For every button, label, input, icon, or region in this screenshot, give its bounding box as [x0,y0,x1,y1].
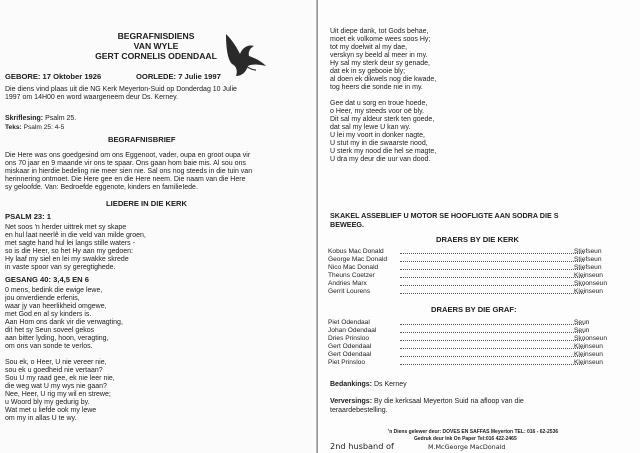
bearer-name: Gerrit Lourens [328,288,371,295]
letter-line: Die Here was ons goedgesind om ons Eggenoot, vader, oupa en groot oupa vir [5,152,251,159]
hymn-line: Dit sal my aldeur sterk ten goede, [330,116,435,123]
bearer-relation: Seun [574,327,590,334]
grave-bearers-list [328,319,640,367]
bearer-relation: Skoonseun [574,335,607,342]
leader-dots [400,356,584,357]
right-page [318,0,640,453]
table-row [328,288,640,296]
bearer-relation: Kleinseun [574,351,603,358]
table-row [328,359,640,367]
headlights-notice-cont: BEWEEG. [330,220,364,229]
hymn-line: Uit diepe dank, tot Gods behae, [330,28,429,35]
hymn-line: al doen ek dikwels nog die kwade, [330,76,437,83]
psalm-line: Net soos 'n herder uittrek met sy skape [5,224,127,231]
hymn-spacer [330,92,436,100]
leader-dots [400,364,584,365]
refresh-value: By die kerksaal Meyerton Suid na afloop van die [373,398,524,405]
leader-dots [400,253,584,254]
hymn-line: tot my doelwit al my dae, [330,44,408,51]
reading-value: Psalm 25. [45,115,77,122]
bearer-relation: Kleinseun [574,272,603,279]
psalm-line: so is die Heer, so het Hy aan my gedoen: [5,248,134,256]
hymn-line: U dra my deur die uur van dood. [330,156,431,163]
gesang-line: dit het sy Seun soveel gekos [5,327,95,334]
bearer-name: Andries Marx [328,280,367,287]
birth-date: GEBORE: 17 Oktober 1926 [5,72,102,81]
psalm-text [5,224,146,273]
sermon-text [5,124,64,132]
psalm-line: Hy laaf my siel en lei my swakke skrede [5,256,129,264]
bearer-relation: Stiefseun [574,264,602,271]
table-row [328,335,640,343]
bearer-relation: Kleinseun [574,359,603,366]
bearer-name: Theuns Coetzer [328,272,375,279]
hymn-line: U sterk my nood die hel se magte, [330,148,437,155]
refreshments [330,398,524,406]
gesang-line: jou onverdiende erfenis, [5,295,80,302]
table-row [328,280,640,288]
table-row [328,343,640,351]
bearer-name: Johan Odendaal [328,327,377,334]
hymn-line: dat ek in sy gebooie bly; [330,68,406,75]
footer-service: 'n Diens gelewer deur: DOVES EN SAFFAS Meyerton TEL: 016 - 62-2536 [388,429,559,435]
table-row [328,264,640,272]
bearer-name: George Mac Donald [328,256,388,263]
table-row [328,256,640,264]
table-row [328,248,640,256]
table-row [328,272,640,280]
leader-dots [400,293,584,294]
refresh-value-cont: teraardebestelling. [330,407,388,414]
psalm-line: met sagte hand hul lei langs stille waters - [5,240,135,248]
hymn-continued [330,28,436,164]
hymn-line: o Heer, my steeds voor oë bly. [330,108,425,115]
songs-heading: LIEDERE IN DIE KERK [106,199,188,208]
table-row [328,319,640,327]
service-intro [5,86,237,102]
gesang-line: Nee, Heer, U rig my wil en strewe; [5,391,111,398]
table-row [328,327,640,335]
hymn-line: Gee dat u sorg en troue hoede, [330,100,428,107]
gesang-line: om ons van sonde te verlos. [5,343,93,350]
gesang-line: Aan Hom ons dank vir die verwagting, [5,319,123,326]
funeral-letter [5,152,252,192]
refresh-label: Verversings: [330,398,373,405]
bearer-name: Dries Prinsloo [328,335,370,342]
gesang-line: sou ek u goedheid nie vertaan? [5,367,103,374]
intro-line: Die diens vind plaas uit die NG Kerk Meyerton-Suid op Donderdag 10 Julie [5,86,237,93]
bearer-name: Piet Prinsloo [328,359,366,366]
gesang-line: waar jy van heerlikheid omgewe, [5,303,107,310]
hymn-line: Hy sal my sterk deur sy genade, [330,60,430,67]
bearer-name: Gert Odendaal [328,351,372,358]
text-value: Psalm 25: 4-5 [23,124,65,131]
church-bearers-heading: DRAERS BY DIE KERK [436,235,519,244]
hymn-line: U lei my voort in donker nagte, [330,132,425,139]
letter-line: sy geloofde. Van: Bedroefde eggenote, kinders en familieIede. [5,184,198,192]
bearer-relation: Kleinseun [574,343,603,350]
psalm-line: en hul laat neerlê in die veld van milde groen, [5,232,146,240]
bearer-relation: Skoonseun [574,280,607,287]
dove-icon [220,30,270,78]
hymn-line: verskyn sy beeld al meer in my. [330,52,428,59]
bearer-relation: Kleinseun [574,288,603,295]
bearer-name: Gert Odendaal [328,343,372,350]
hymn-line: tog heers die sonde nie in my. [330,84,423,91]
bearer-name: Kobus Mac Donald [328,248,384,255]
psalm-line: in vaste spoor van sy geregtighede. [5,264,116,272]
thanks-label: Bedankings: [330,381,373,388]
bearer-relation: Seun [574,319,590,326]
text-label: Teks: [5,124,22,131]
intro-line: 1997 om 14H00 en word waargeneem deur Ds. Kerney. [5,94,179,102]
gesang-line: die weg wat U my wys nie gaan? [5,383,107,390]
thanks [330,381,407,389]
death-date: OORLEDE: 7 Julie 1997 [136,72,221,81]
footer-printer: Gedruk deur Ink On Paper Tel:016 422-2465 [414,436,517,442]
title-line-3: GERT CORNELIS ODENDAAL [95,51,217,61]
letter-line: herinnering ontmoet. Die Here gee en die Here neem. Die naam van die Here [5,176,246,184]
bearer-relation: Stiefseun [574,256,602,263]
letter-line: miskaar in hierdie bedeling nie meer sien nie. Sal ons nog steeds in die tuin van [5,168,253,176]
gesang-line: Sou U my raad gee, ek nie leer nie, [5,375,115,382]
hymn-line: dat sal my lewe U kan wy. [330,124,411,131]
leader-dots [400,348,584,349]
title-line-2: VAN WYLE [133,41,179,51]
gesang-line: Sou ek, o Heer, U nie vereer nie, [5,359,107,366]
letter-heading: BEGRAFNISBRIEF [108,135,176,144]
handwritten-note: 2nd husband of [330,441,394,451]
leader-dots [400,261,584,262]
bearer-relation: Stiefseun [574,248,602,255]
leader-dots [400,324,584,325]
psalm-heading: PSALM 23: 1 [5,212,51,221]
left-page [0,0,318,453]
handwritten-name: M.McGeorge MacDonald [428,443,506,451]
letter-line: ons 70 jaar en 9 maande vir ons te spaar. Ons gaan hom baie mis. Al sou ons [5,160,246,168]
table-row [328,351,640,359]
leader-dots [400,332,584,333]
bearer-name: Nico Mac Donald [328,264,379,271]
title-line-1: BEGRAFNISDIENS [117,31,195,41]
reading-label: Skriflesing: [5,115,44,122]
leader-dots [400,269,584,270]
gesang-line: u Woord bly my gedurig by. [5,399,90,406]
bearer-name: Piet Odendaal [328,319,370,326]
gesang-line: Wat met u liefde ook my lewe [5,407,97,414]
headlights-notice: SKAKEL ASSEBLIEF U MOTOR SE HOOFLIGTE AAN SODRA DIE S [330,211,559,220]
leader-dots [400,340,584,341]
thanks-value: Ds Kerney [373,381,407,388]
grave-bearers-heading: DRAERS BY DIE GRAF: [431,305,517,314]
leader-dots [400,277,584,278]
gesang-line: om my in allas U te wy. [5,415,77,422]
leader-dots [400,285,584,286]
gesang-spacer [5,351,123,359]
gesang-line: aan bitter lyding, hoon, veragting, [5,335,109,342]
gesang-heading: GESANG 40: 3,4,5 EN 6 [5,275,89,284]
hymn-line: moet ek volkome wees soos Hy; [330,36,431,43]
scripture-reading [5,115,76,123]
church-bearers-list [328,248,640,296]
gesang-line: met God en al sy kinders is. [5,311,92,318]
hymn-line: U stut my in die swaarste nood, [330,140,428,147]
gesang-text [5,287,123,423]
gesang-line: 0 mens, bedink die ewige lewe, [5,287,103,294]
